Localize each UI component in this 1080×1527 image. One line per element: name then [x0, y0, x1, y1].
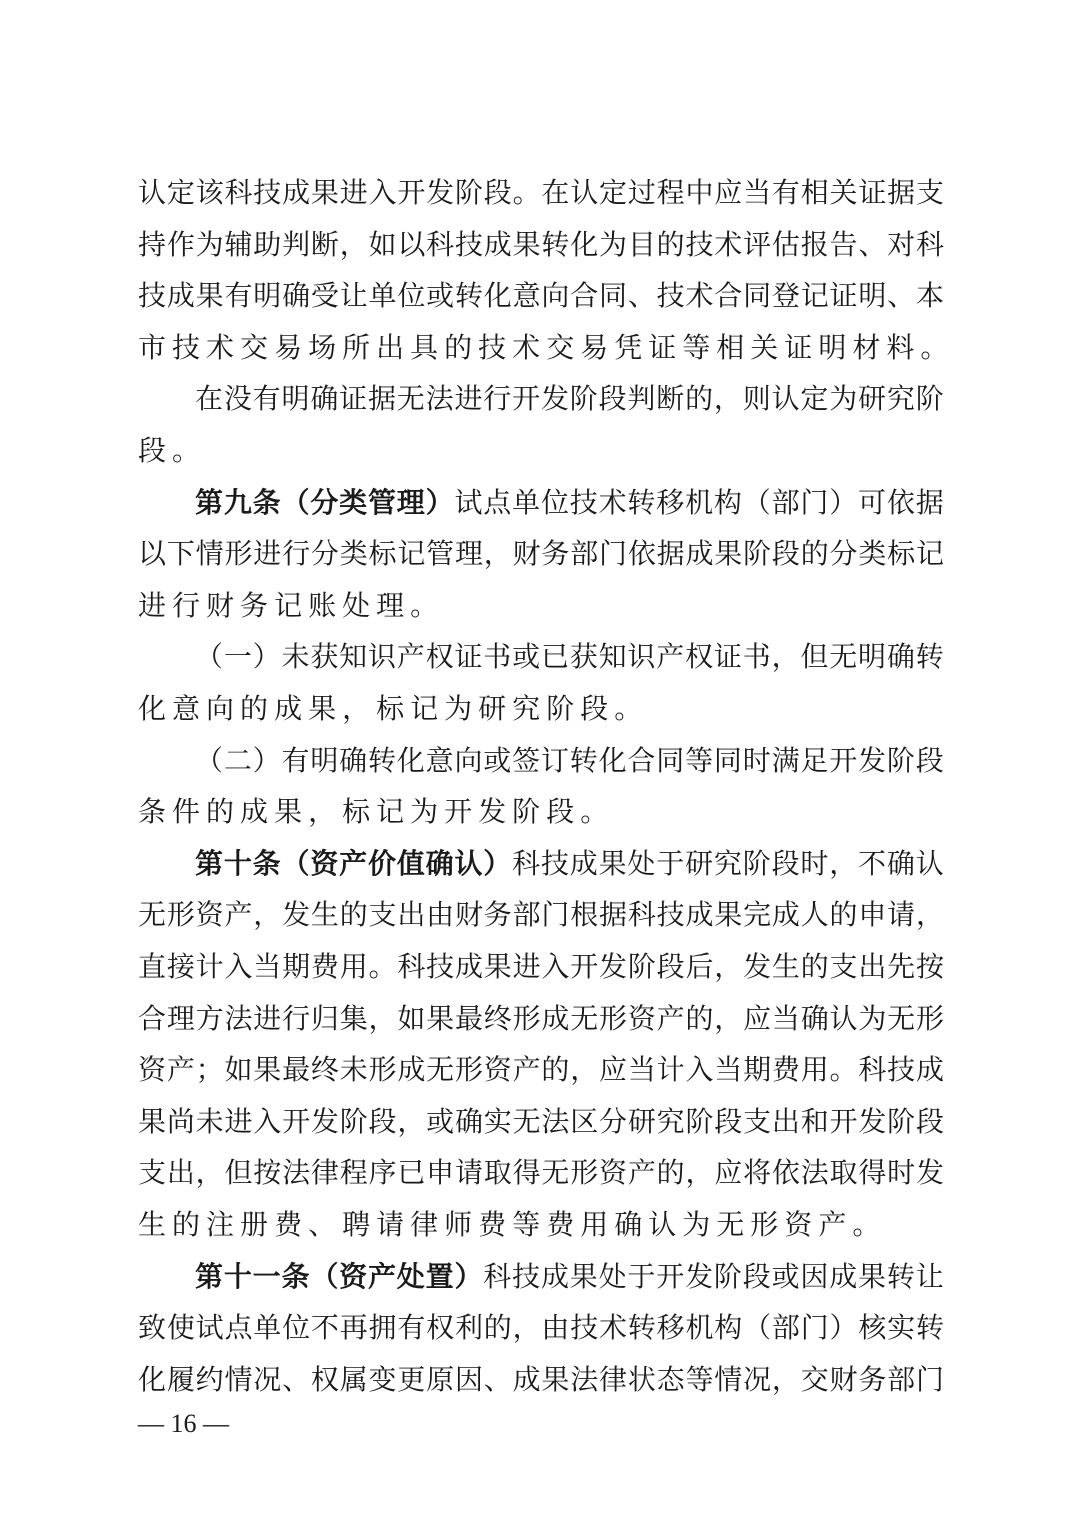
text-line: 段 。 [138, 434, 207, 467]
text-line: 生 的 注 册 费 、 聘 请 律 师 费 等 费 用 确 认 为 无 形 资 产 。 [138, 1208, 887, 1241]
text-line: 第 十 条 （ 资 产 价 值 确 认 ） 科 技 成 果 处 于 研 究 阶 段 时 ， 不 确 认 [195, 846, 944, 880]
text-line: 支 出 ， 但 按 法 律 程 序 已 申 请 取 得 无 形 资 产 的 ， 应 将 依 法 取 得 时 发 [138, 1156, 944, 1190]
text-line: 技 成 果 有 明 确 受 让 单 位 或 转 化 意 向 合 同 、 技 术 合 同 登 记 证 明 、 本 [138, 279, 944, 313]
text-line: （ 一 ） 未 获 知 识 产 权 证 书 或 已 获 知 识 产 权 证 书 ， 但 无 明 确 转 [195, 640, 944, 674]
text-line: 认 定 该 科 技 成 果 进 入 开 发 阶 段 。 在 认 定 过 程 中 应 当 有 相 关 证 据 支 [138, 176, 944, 209]
page-number: — 16 — [138, 1409, 229, 1438]
text-line: 市 技 术 交 易 场 所 出 具 的 技 术 交 易 凭 证 等 相 关 证 明 材 料 。 [138, 330, 955, 364]
text-line: 直 接 计 入 当 期 费 用 。 科 技 成 果 进 入 开 发 阶 段 后 ， 发 生 的 支 出 先 按 [138, 950, 944, 983]
text-line: （ 二 ） 有 明 确 转 化 意 向 或 签 订 转 化 合 同 等 同 时 满 足 开 发 阶 段 [195, 743, 944, 777]
text-line: 条 件 的 成 果 ， 标 记 为 开 发 阶 段 。 [138, 795, 615, 829]
text-line: 果 尚 未 进 入 开 发 阶 段 ， 或 确 实 无 法 区 分 研 究 阶 段 支 出 和 开 发 阶 段 [138, 1104, 944, 1138]
text-line: 以 下 情 形 进 行 分 类 标 记 管 理 ， 财 务 部 门 依 据 成 果 阶 段 的 分 类 标 记 [138, 537, 944, 571]
text-line: 致 使 试 点 单 位 不 再 拥 有 权 利 的 ， 由 技 术 转 移 机 构 （ 部 门 ） 核 实 转 [138, 1311, 944, 1345]
text-line: 合 理 方 法 进 行 归 集 ， 如 果 最 终 形 成 无 形 资 产 的 ， 应 当 确 认 为 无 形 [138, 1001, 944, 1035]
text-line: 化 履 约 情 况 、 权 属 变 更 原 因 、 成 果 法 律 状 态 等 情 况 ， 交 财 务 部 门 [138, 1362, 944, 1396]
text-line: 持 作 为 辅 助 判 断 ， 如 以 科 技 成 果 转 化 为 目 的 技 术 评 估 报 告 、 对 科 [138, 227, 944, 261]
text-line: 无 形 资 产 ， 发 生 的 支 出 由 财 务 部 门 根 据 科 技 成 果 完 成 人 的 申 请 ， [138, 898, 944, 932]
text-line: 第 九 条 （ 分 类 管 理 ） 试 点 单 位 技 术 转 移 机 构 （ 部 门 ） 可 依 据 [195, 485, 944, 519]
text-line: 资 产 ； 如 果 最 终 未 形 成 无 形 资 产 的 ， 应 当 计 入 当 期 费 用 。 科 技 成 [138, 1053, 944, 1087]
text-line: 第 十 一 条 （ 资 产 处 置 ） 科 技 成 果 处 于 开 发 阶 段 或 因 成 果 转 让 [195, 1259, 944, 1293]
text-line: 进 行 财 务 记 账 处 理 。 [138, 588, 445, 622]
text-line: 化 意 向 的 成 果 ， 标 记 为 研 究 阶 段 。 [138, 692, 649, 725]
text-line: 在 没 有 明 确 证 据 无 法 进 行 开 发 阶 段 判 断 的 ， 则 认 定 为 研 究 阶 [195, 382, 944, 416]
